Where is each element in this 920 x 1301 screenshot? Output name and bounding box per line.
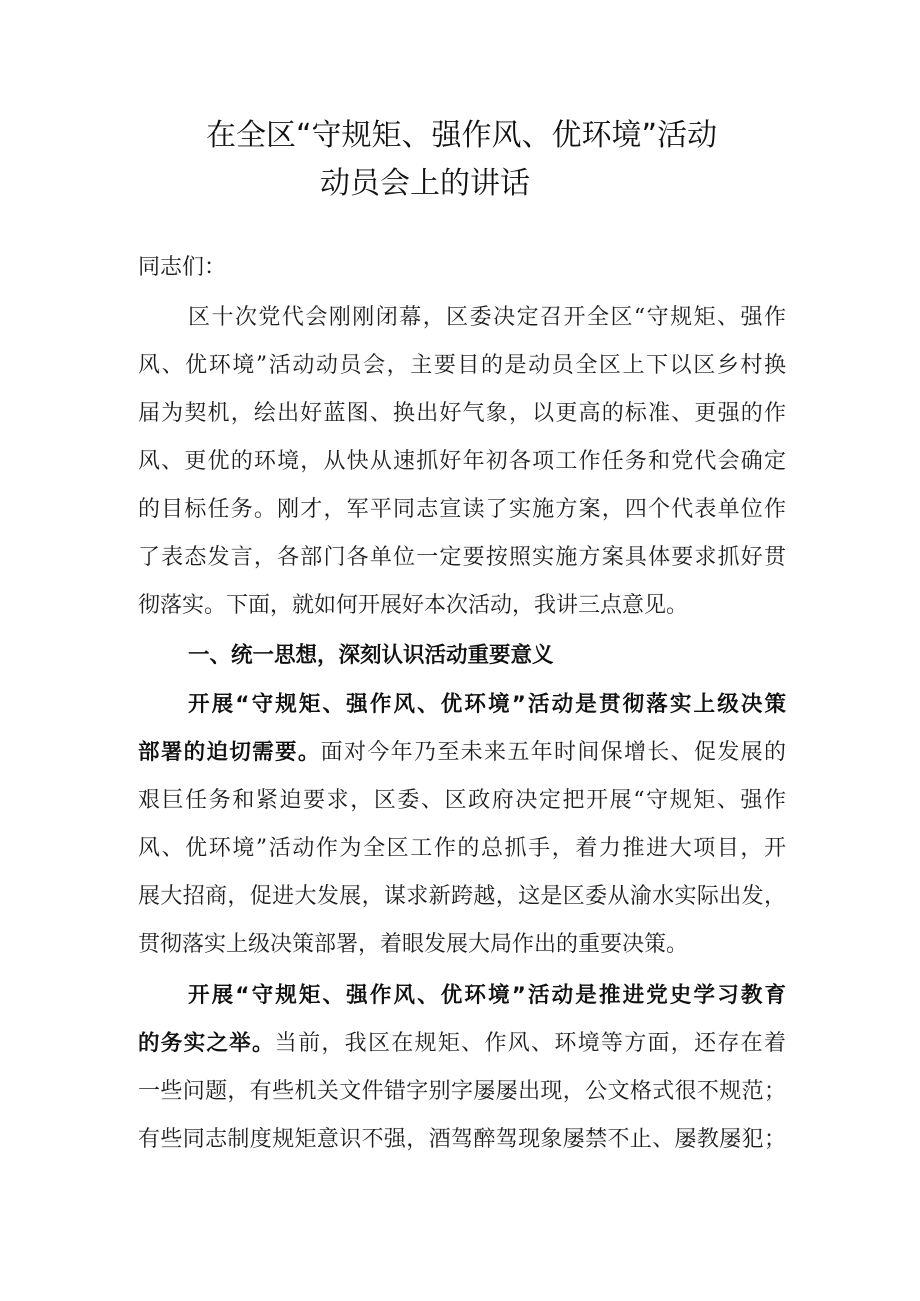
document-title-line-1: 在全区“守规矩、强作风、优环境”活动 xyxy=(206,118,718,153)
paragraph-1-line: 区十次党代会刚刚闭幕，区委决定召开全区“守规矩、强作 xyxy=(188,305,786,330)
paragraph-3-line: 有些同志制度规矩意识不强，酒驾醉驾现象屡禁不止、屡教屡犯； xyxy=(138,1127,786,1152)
paragraph-1-line: 届为契机，绘出好蓝图、换出好气象，以更高的标准、更强的作 xyxy=(138,401,786,426)
paragraph-2-bold-lead-end: 部署的迫切需要。 xyxy=(138,740,321,765)
paragraph-1-line: 彻落实。下面，就如何开展好本次活动，我讲三点意见。 xyxy=(138,593,689,618)
paragraph-3-line-rest: 当前，我区在规矩、作风、环境等方面，还存在着 xyxy=(274,1031,786,1056)
paragraph-1-line: 风、优环境”活动动员会，主要目的是动员全区上下以区乡村换 xyxy=(138,353,786,378)
section-heading-1: 一、统一思想，深刻认识活动重要意义 xyxy=(188,643,554,668)
paragraph-3-line: 一些问题，有些机关文件错字别字屡屡出现，公文格式很不规范； xyxy=(138,1079,786,1104)
paragraph-3-line xyxy=(138,1024,786,1064)
paragraph-1-line: 风、更优的环境，从快从速抓好年初各项工作任务和党代会确定 xyxy=(138,449,786,474)
paragraph-1-line: 的目标任务。刚才，军平同志宣读了实施方案，四个代表单位作 xyxy=(138,497,786,522)
paragraph-2-bold-lead: 开展“守规矩、强作风、优环境”活动是贯彻落实上级决策 xyxy=(188,692,786,717)
paragraph-2-line: 展大招商，促进大发展，谋求新跨越，这是区委从渝水实际出发， xyxy=(138,884,786,909)
paragraph-2-line xyxy=(138,733,786,773)
paragraph-2-line: 风、优环境”活动作为全区工作的总抓手，着力推进大项目，开 xyxy=(138,836,786,861)
paragraph-1-line: 了表态发言，各部门各单位一定要按照实施方案具体要求抓好贯 xyxy=(138,545,786,570)
document-title-line-2: 动员会上的讲话 xyxy=(320,166,530,201)
paragraph-2-line-rest: 面对今年乃至未来五年时间保增长、促发展的 xyxy=(320,740,786,765)
paragraph-2-line: 艰巨任务和紧迫要求，区委、区政府决定把开展“守规矩、强作 xyxy=(138,788,786,813)
paragraph-2-line: 贯彻落实上级决策部署，着眼发展大局作出的重要决策。 xyxy=(138,932,689,957)
paragraph-3-bold-lead-end: 的务实之举。 xyxy=(138,1031,275,1056)
greeting: 同志们： xyxy=(138,255,227,280)
paragraph-3-bold-lead: 开展“守规矩、强作风、优环境”活动是推进党史学习教育 xyxy=(188,983,786,1008)
